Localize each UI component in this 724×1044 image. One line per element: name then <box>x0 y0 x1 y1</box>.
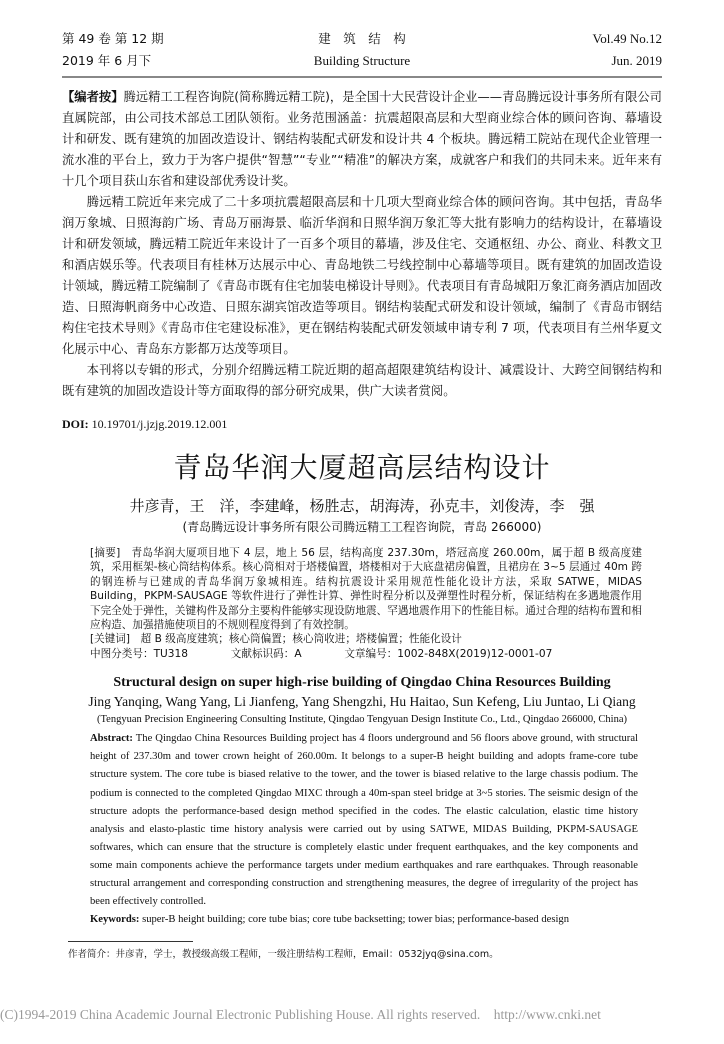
abstract-en <box>90 730 638 929</box>
abstract-en-text: The Qingdao China Resources Building project has 4 floors underground and 56 floors above ground, with structural height of 237.30m and tower crown height of 260.00m. It belongs to a super-B height building and adopts frame-core tube structure system. The core tube is biased relative to the tower, and the tower is biased relative to the large chassis podium. The podium is connected to the completed Qingdao MIXC through a 40m-span steel bridge at 3~5 stories. The seismic design of the structure adopts the performance-based design method specified in the codes. The elastic calculation, elastic time history analysis and elasto-plastic time history analysis were carried out by using SATWE, MIDAS Building, PKPM-SAUSAGE softwares, which can ensure that the structure is completely elastic under frequent earthquakes, and the key components and some main components achieve the performance targets under medium earthquakes and rare earthquakes. Through reasonable structural arrangement and corresponding construction and strengthening measures, the degree of irregularity of the project has been effectively controlled. <box>90 733 638 908</box>
footnote-rule <box>68 941 193 942</box>
editor-note <box>62 87 662 402</box>
editor-note-label: 【编者按】 <box>62 90 124 104</box>
affiliation-cn: (青岛腾远设计事务所有限公司腾远精工工程咨询院，青岛 266000) <box>182 520 542 534</box>
abstract-en-label: Abstract: <box>90 733 133 745</box>
journal-name-cn: 建 筑 结 构 <box>318 31 406 46</box>
keywords-en: super-B height building; core tube bias; core tube backsetting; tower bias; performance-based design <box>142 914 570 926</box>
authors-cn: 井彦青，王 洋，李建峰，杨胜志，胡海涛，孙克丰，刘俊涛，李 强 <box>129 497 595 515</box>
abstract-cn-text: 青岛华润大厦项目地下 4 层，地上 56 层，结构高度 237.30m，塔冠高度 260.00m，属于超 B 级高度建筑，采用框架-核心筒结构体系。核心筒相对于塔楼偏置，塔楼相对于大底盘裙房偏置，且裙房在 3~5 层通过 40m 跨的钢连桥与已建成的青岛华润万象城相连。结构抗震设计采用规范性能化设计方法，采取 SATWE，MIDAS Building，PKPM-SAUSAGE 等软件进行了弹性计算、弹性时程分析以及弹塑性时程分析，保证结构在多遇地震作用下完全处于弹性，关键构件及部分主要构件能够实现设防地震、罕遇地震作用下的性能目标。通过合理的结构布置和相应构造、加强措施使项目的不规则程度得到了有效控制。 <box>90 547 642 632</box>
volume-issue-cn: 第 49 卷 第 12 期 <box>62 31 164 46</box>
clc-number: TU318 <box>153 647 189 660</box>
running-header <box>62 28 662 78</box>
keywords-cn-label: [关键词] <box>90 633 131 646</box>
date-en: Jun. 2019 <box>611 53 662 68</box>
article-title-en: Structural design on super high-rise building of Qingdao China Resources Building <box>113 675 611 691</box>
volume-issue-en: Vol.49 No.12 <box>592 31 662 46</box>
doi: DOI: 10.19701/j.jzjg.2019.12.001 <box>62 417 228 431</box>
journal-name-en: Building Structure <box>313 53 411 68</box>
abstract-cn <box>90 546 642 661</box>
editor-note-p3: 本刊将以专辑的形式，分别介绍腾远精工院近期的超高超限建筑结构设计、减震设计、大跨空间钢结构和既有建筑的加固改造设计等方面取得的部分研究成果，供广大读者赏阅。 <box>62 363 662 398</box>
keywords-en-label: Keywords: <box>90 914 140 926</box>
document-code: A <box>294 647 302 660</box>
classification-line: 中图分类号：TU318 文献标识码：A 文章编号：1002-848X(2019)12-0001-07 <box>90 647 553 660</box>
keywords-cn: 超 B 级高度建筑；核心筒偏置；核心筒收进；塔楼偏置；性能化设计 <box>140 633 462 646</box>
date-cn: 2019 年 6 月下 <box>62 53 152 68</box>
author-footnote: 作者简介：井彦青，学士，教授级高级工程师，一级注册结构工程师，Email：0532jyq@sina.com。 <box>68 949 499 961</box>
affiliation-en: (Tengyuan Precision Engineering Consulting Institute, Qingdao Tengyuan Design Institute Co., Ltd., Qingdao 266000, China) <box>97 714 627 726</box>
editor-note-p2: 腾远精工院近年来完成了二十多项抗震超限高层和十几项大型商业综合体的顾问咨询。其中包括，青岛华润万象城、日照海韵广场、青岛万丽海景、临沂华润和日照华润万象汇等大批有影响力的结构设计，在幕墙设计和研发领域，腾远精工院近年来设计了一百多个项目的幕墙，涉及住宅、交通枢纽、办公、商业、科教文卫和酒店娱乐等。代表项目有桂林万达展示中心、青岛地铁二号线控制中心幕墙等项目。既有建筑的加固改造设计领域，腾远精工院编制了《青岛市既有住宅加装电梯设计导则》。代表项目有青岛城阳万象汇商务酒店加固改造、日照海帆商务中心改造、日照东湖宾馆改造等项目。钢结构装配式研发和设计领域，编制了《青岛市钢结构住宅技术导则》《青岛市住宅建设标准》，更在钢结构装配式研发领域申请专利 7 项，代表项目有兰州华夏文化展示中心、青岛东方影都万达茂等项目。 <box>62 195 662 356</box>
header-rule <box>62 76 662 78</box>
editor-note-p1: 腾远精工工程咨询院(简称腾远精工院)，是全国十大民营设计企业——青岛腾远设计事务所有限公司直属院部，由公司技术部总工团队领衔。业务范围涵盖：抗震超限高层和大型商业综合体的顾问咨询、幕墙设计和研发、既有建筑的加固改造设计、钢结构装配式研发和设计共 4 个板块。腾远精工院站在现代企业管理一流水准的平台上，致力于为客户提供“智慧”“专业”“精准”的解决方案，成就客户和我们的共同未来。近年来有十几个项目获山东省和建设部优秀设计奖。 <box>62 90 662 188</box>
authors-en: Jing Yanqing, Wang Yang, Li Jianfeng, Yang Shengzhi, Hu Haitao, Sun Kefeng, Liu Juntao, Li Qiang <box>88 694 636 710</box>
article-number: 1002-848X(2019)12-0001-07 <box>397 647 553 660</box>
article-title-cn: 青岛华润大厦超高层结构设计 <box>173 451 551 484</box>
abstract-cn-label: [摘要] <box>90 547 121 559</box>
copyright-watermark: (C)1994-2019 China Academic Journal Electronic Publishing House. All rights reserved. http://www.cnki.net <box>0 1007 601 1023</box>
